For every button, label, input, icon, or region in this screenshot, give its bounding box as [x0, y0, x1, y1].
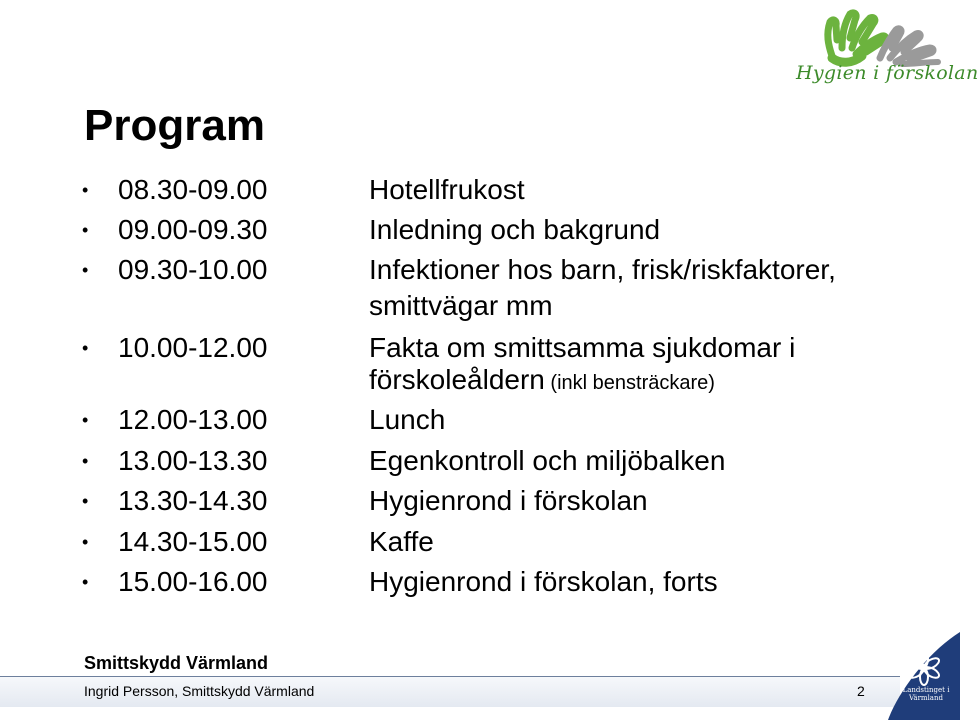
activity: Infektioner hos barn, frisk/riskfaktorer,	[369, 254, 836, 285]
activity-note: (inkl bensträckare)	[544, 372, 715, 394]
bullet: •	[82, 220, 89, 240]
activity: Lunch	[369, 404, 446, 435]
time-slot: 10.00-12.00	[118, 332, 268, 363]
time-slot: 08.30-09.00	[118, 174, 268, 205]
hygien-logo	[790, 8, 978, 103]
time-slot: 09.00-09.30	[118, 214, 268, 245]
footer-organization: Smittskydd Värmland	[84, 653, 269, 673]
hands-icon	[810, 8, 960, 68]
bullet: •	[82, 532, 89, 552]
activity-continued-text: förskoleåldern	[369, 364, 545, 395]
bullet: •	[82, 451, 89, 471]
bullet: •	[82, 260, 89, 280]
bullet: •	[82, 410, 89, 430]
logo-text: Hygien i förskolan	[796, 62, 978, 84]
time-slot: 09.30-10.00	[118, 254, 268, 285]
activity: Egenkontroll och miljöbalken	[369, 445, 726, 476]
time-slot: 13.00-13.30	[118, 445, 268, 476]
bullet: •	[82, 338, 89, 358]
activity: Inledning och bakgrund	[369, 214, 661, 245]
footer-author: Ingrid Persson, Smittskydd Värmland	[84, 683, 315, 699]
time-slot: 12.00-13.00	[118, 404, 268, 435]
bullet: •	[82, 572, 89, 592]
page-title: Program	[84, 101, 265, 150]
activity-continued	[369, 360, 715, 403]
bullet: •	[82, 491, 89, 511]
time-slot: 15.00-16.00	[118, 566, 268, 597]
bullet: •	[82, 180, 89, 200]
landstinget-logo	[888, 632, 960, 720]
activity: Hotellfrukost	[369, 174, 525, 205]
corner-logo-text: Landstinget i Värmland	[902, 686, 950, 702]
time-slot: 14.30-15.00	[118, 526, 268, 557]
time-slot: 13.30-14.30	[118, 485, 268, 516]
activity-continued: smittvägar mm	[369, 290, 553, 321]
activity: Kaffe	[369, 526, 434, 557]
activity: Hygienrond i förskolan	[369, 485, 648, 516]
activity: Fakta om smittsamma sjukdomar i	[369, 332, 796, 363]
page-number: 2	[857, 683, 865, 699]
activity: Hygienrond i förskolan, forts	[369, 566, 718, 597]
